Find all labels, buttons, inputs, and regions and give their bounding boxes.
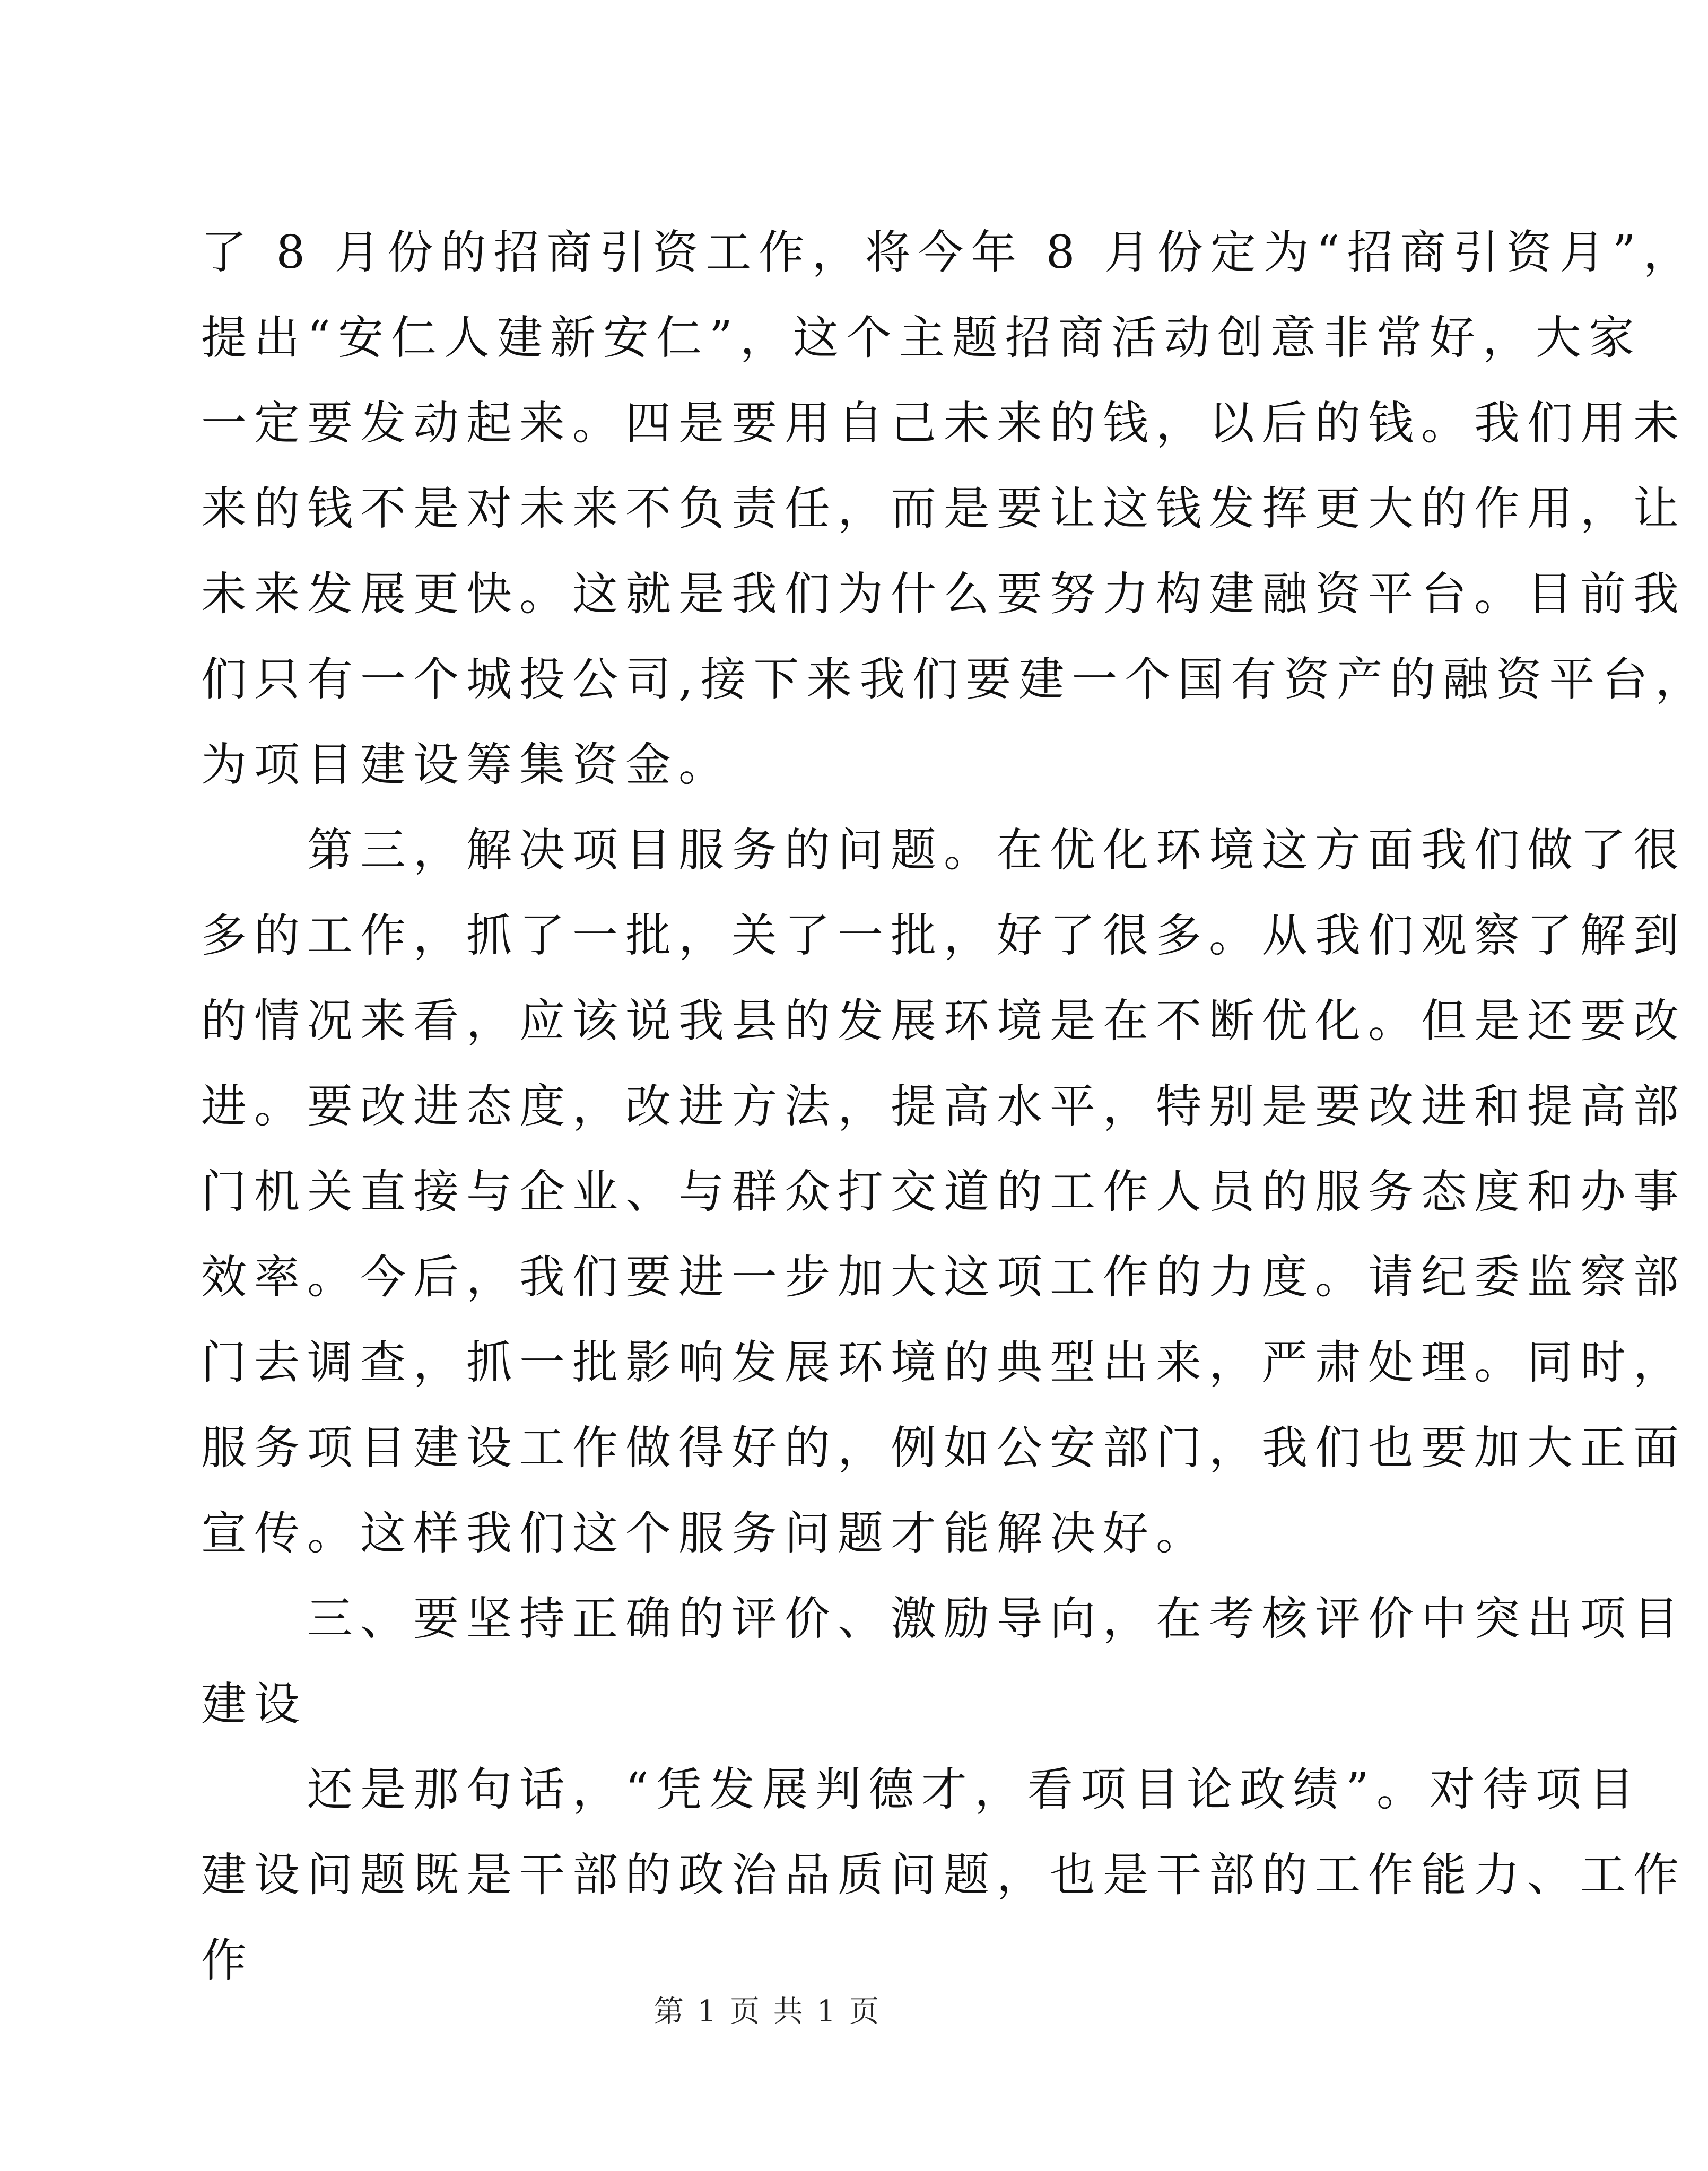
text-line: 作	[201, 1934, 254, 1987]
text-line: 门去调查，抓一批影响发展环境的典型出来，严肃处理。同时，	[201, 1336, 1686, 1389]
text-line: 提出“安仁人建新安仁”，这个主题招商活动创意非常好，大家	[201, 311, 1642, 364]
text-line: 了 8 月份的招商引资工作，将今年 8 月份定为“招商引资月”，	[201, 226, 1696, 279]
document-body	[201, 210, 1708, 2003]
text-line: 进。要改进态度，改进方法，提高水平，特别是要改进和提高部	[201, 1080, 1686, 1133]
text-line: 宣传。这样我们这个服务问题才能解决好。	[201, 1507, 1209, 1560]
text-line: 门机关直接与企业、与群众打交道的工作人员的服务态度和办事	[201, 1165, 1686, 1218]
text-line: 为项目建设筹集资金。	[201, 738, 731, 791]
text-line: 们只有一个城投公司,接下来我们要建一个国有资产的融资平台，	[201, 653, 1708, 706]
text-line: 来的钱不是对未来不负责任，而是要让这钱发挥更大的作用，让	[201, 482, 1686, 535]
text-line: 一定要发动起来。四是要用自己未来的钱，以后的钱。我们用未	[201, 397, 1686, 450]
text-line: 未来发展更快。这就是我们为什么要努力构建融资平台。目前我	[201, 568, 1686, 621]
text-line: 的情况来看，应该说我县的发展环境是在不断优化。但是还要改	[201, 995, 1686, 1048]
text-line: 效率。今后，我们要进一步加大这项工作的力度。请纪委监察部	[201, 1251, 1686, 1304]
page-number-footer: 第 1 页 共 1 页	[653, 1994, 882, 2029]
text-line: 建设问题既是干部的政治品质问题，也是干部的工作能力、工作	[201, 1849, 1686, 1902]
text-line: 多的工作，抓了一批，关了一批，好了很多。从我们观察了解到	[201, 909, 1686, 962]
text-line: 建设	[201, 1678, 307, 1731]
text-line: 服务项目建设工作做得好的，例如公安部门，我们也要加大正面	[201, 1422, 1686, 1475]
text-line: 还是那句话，“凭发展判德才，看项目论政绩”。对待项目	[201, 1763, 1642, 1816]
text-line: 三、要坚持正确的评价、激励导向，在考核评价中突出项目	[201, 1592, 1686, 1645]
text-line: 第三，解决项目服务的问题。在优化环境这方面我们做了很	[201, 824, 1686, 877]
